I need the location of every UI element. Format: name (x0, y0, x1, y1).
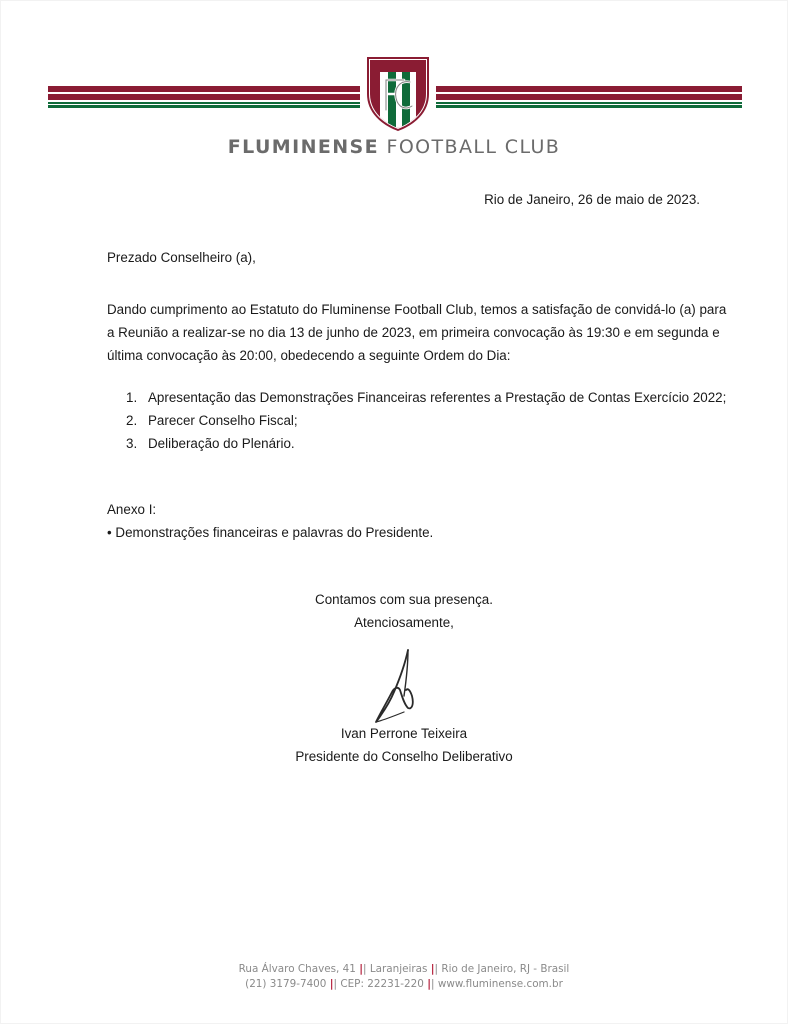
footer-neighborhood: Laranjeiras (369, 963, 428, 975)
letter-salutation: Prezado Conselheiro (a), (107, 250, 256, 265)
letter-body-paragraph (107, 298, 727, 367)
agenda-item-number: 1. (126, 390, 138, 405)
signer-name: Ivan Perrone Teixeira (340, 726, 468, 741)
footer-separator: | (434, 963, 439, 975)
footer-website: www.fluminense.com.br (437, 978, 563, 990)
paragraph-line: a Reunião a realizar-se no dia 13 de junho de 2023, em primeira convocação às 19:30 e em segunda e (107, 325, 720, 340)
footer-separator: | (431, 978, 435, 990)
agenda-list (126, 386, 726, 455)
footer-address-line (0, 962, 788, 976)
club-name-rest: FOOTBALL CLUB (386, 136, 561, 158)
agenda-item (126, 386, 726, 409)
footer-separator: | (359, 963, 363, 975)
footer-zip: CEP: 22231-220 (340, 978, 424, 990)
footer-separator: | (427, 978, 431, 990)
handwritten-signature (364, 646, 424, 726)
paragraph-line: última convocação às 20:00, obedecendo a seguinte Ordem do Dia: (107, 348, 511, 363)
club-name-bold: FLUMINENSE (227, 136, 380, 158)
agenda-item-text: Deliberação do Plenário. (148, 436, 295, 451)
agenda-item (126, 409, 726, 432)
signature-icon (364, 646, 424, 726)
footer-separator: | (430, 963, 435, 975)
letter-date: Rio de Janeiro, 26 de maio de 2023. (484, 192, 700, 207)
agenda-item-text: Apresentação das Demonstrações Financeiras referentes a Prestação de Contas Exercício 2022; (148, 390, 727, 405)
agenda-item (126, 432, 726, 455)
footer-contact-line (0, 977, 788, 991)
agenda-item-text: Parecer Conselho Fiscal; (148, 413, 298, 428)
closing-regards: Atenciosamente, (354, 615, 454, 630)
club-name-heading (0, 136, 788, 158)
agenda-item-number: 3. (126, 436, 138, 451)
footer-separator: | (362, 963, 367, 975)
footer-phone: (21) 3179-7400 (245, 978, 327, 990)
signer-role: Presidente do Conselho Deliberativo (295, 749, 513, 764)
footer-separator: | (329, 978, 334, 990)
footer-separator: | (333, 978, 338, 990)
footer-street: Rua Álvaro Chaves, 41 (238, 963, 356, 975)
crest-shield-icon (360, 50, 436, 132)
closing-line: Contamos com sua presença. (315, 592, 493, 607)
club-crest-logo (360, 50, 436, 132)
annex-title: Anexo I: (107, 502, 157, 517)
agenda-item-number: 2. (126, 413, 138, 428)
footer-city: Rio de Janeiro, RJ - Brasil (441, 963, 570, 975)
annex-item: • Demonstrações financeiras e palavras do Presidente. (107, 525, 434, 540)
paragraph-line: Dando cumprimento ao Estatuto do Fluminense Football Club, temos a satisfação de convidá-lo (a) para (107, 302, 727, 317)
